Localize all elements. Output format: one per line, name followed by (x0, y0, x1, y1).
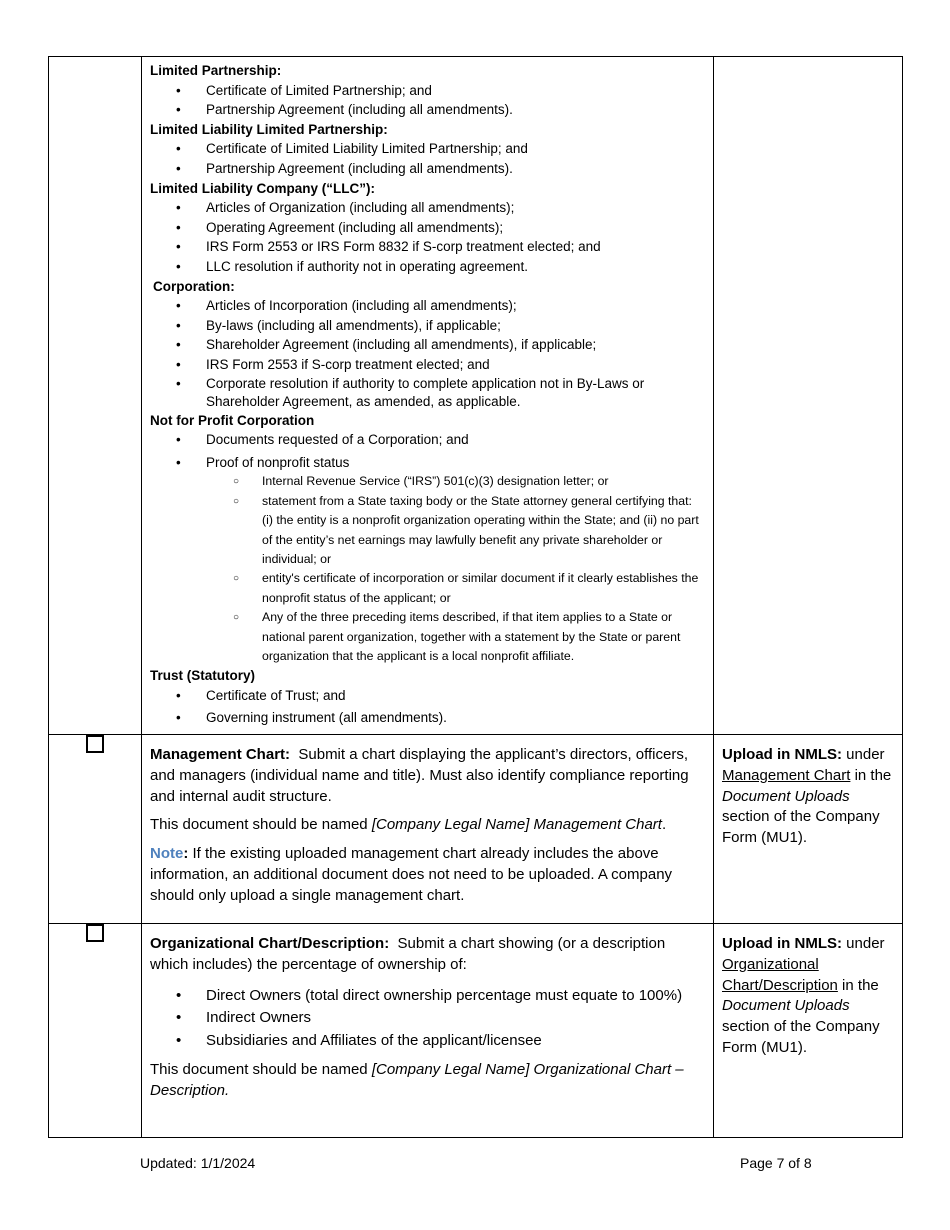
list-item: • Shareholder Agreement (including all amendments), if applicable; (150, 335, 705, 355)
org-chart-description (142, 924, 714, 1138)
sub-list-item: ○ statement from a State taxing body or the State attorney general certifying that: (i) the entity is a nonprofit organization operating within the State; and (ii) no part of the entity’s net earnings may lawfully benefit any private shareholder or individual; or (150, 492, 705, 570)
entity-heading: Trust (Statutory) (150, 668, 256, 684)
sub-list-item: ○ entity's certificate of incorporation or similar document if it clearly establishes the nonprofit status of the applicant; or (150, 569, 705, 608)
entity-heading: Corporation: (153, 278, 235, 294)
list-item: • Indirect Owners (150, 1008, 705, 1029)
requirements-table (48, 56, 903, 1138)
upload-label: Upload in NMLS: (722, 935, 842, 952)
upload-instructions (714, 924, 903, 1138)
list-item: • LLC resolution if authority not in operating agreement. (150, 257, 705, 277)
list-item: • Partnership Agreement (including all amendments). (150, 100, 705, 120)
upload-instructions (714, 735, 903, 924)
list-item: • IRS Form 2553 or IRS Form 8832 if S-corp treatment elected; and (150, 237, 705, 257)
org-chart-desc: Submit a chart showing (or a description which includes) the percentage of ownership of: (150, 935, 666, 973)
naming-prefix: This document should be named (150, 1060, 372, 1078)
list-item: • Governing instrument (all amendments). (150, 708, 705, 728)
list-item: • By-laws (including all amendments), if applicable; (150, 316, 705, 336)
note-text: If the existing uploaded management chart already includes the above information, an additional document does not need to be uploaded. A company should only upload a single management chart. (150, 845, 673, 904)
upload-link[interactable]: Organizational Chart/Description (722, 955, 838, 994)
upload-text: in the (850, 766, 892, 784)
naming-value: [Company Legal Name] Management Chart (371, 816, 662, 834)
entity-heading: Limited Partnership: (150, 63, 282, 78)
table-row (49, 924, 903, 1138)
upload-text: under (842, 746, 885, 763)
sub-list-item: ○ Any of the three preceding items described, if that item applies to a State or national parent organization, together with a statement by the State or parent organization that the applicant is a local nonprofit affiliate. (150, 608, 705, 666)
naming-instruction (150, 1060, 705, 1102)
sub-list-item: ○ Internal Revenue Service (“IRS”) 501(c)(3) designation letter; or (150, 472, 705, 491)
list-item: • Operating Agreement (including all amendments); (150, 218, 705, 238)
list-item: • Documents requested of a Corporation; and (150, 430, 705, 450)
table-row (49, 735, 903, 924)
entity-heading: Limited Liability Limited Partnership: (150, 121, 388, 137)
checkbox-cell (49, 735, 142, 924)
upload-section: Document Uploads (722, 997, 850, 1015)
org-chart-checkbox[interactable] (86, 924, 104, 942)
list-item: • Certificate of Limited Liability Limited Partnership; and (150, 139, 705, 159)
list-item: • Proof of nonprofit status (150, 453, 705, 473)
org-chart-paragraph (150, 934, 705, 976)
upload-text: in the (837, 976, 879, 994)
list-item: • Certificate of Trust; and (150, 686, 705, 706)
upload-text: section of the Company Form (MU1). (722, 808, 880, 847)
management-chart-paragraph (150, 745, 705, 807)
entity-documents-cell (142, 57, 714, 735)
checkbox-cell (49, 57, 142, 735)
footer-updated: Updated: 1/1/2024 (140, 1155, 256, 1171)
naming-instruction (150, 815, 705, 836)
list-item: • Corporate resolution if authority to complete application not in By-Laws or Shareholder Agreement, as amended, as applicable. (150, 375, 705, 411)
checkbox-cell (49, 924, 142, 1138)
list-item: • Partnership Agreement (including all amendments). (150, 159, 705, 179)
naming-suffix: . (661, 816, 667, 834)
naming-value: [Company Legal Name] Organizational Chart – Description. (150, 1060, 684, 1099)
entity-heading: Not for Profit Corporation (150, 412, 315, 428)
upload-section: Document Uploads (722, 787, 850, 805)
list-item: • Certificate of Limited Partnership; and (150, 81, 705, 101)
management-chart-checkbox[interactable] (86, 735, 104, 753)
management-chart-desc: Submit a chart displaying the applicant’s directors, officers, and managers (individual name and title). Must also identify compliance reporting and internal audit structure. (150, 746, 689, 805)
upload-text: under (842, 935, 885, 952)
upload-link[interactable]: Management Chart (722, 766, 851, 784)
entity-heading: Limited Liability Company (“LLC”): (150, 180, 375, 196)
upload-cell (714, 57, 903, 735)
footer-page-number: Page 7 of 8 (740, 1155, 812, 1171)
list-item: • Direct Owners (total direct ownership percentage must equate to 100%) (150, 986, 705, 1007)
org-chart-title: Organizational Chart/Description: (150, 935, 390, 952)
note-colon: : (183, 845, 189, 863)
upload-label: Upload in NMLS: (722, 746, 842, 763)
management-chart-title: Management Chart: (150, 746, 291, 763)
list-item: • Articles of Organization (including all amendments); (150, 198, 705, 218)
list-item: • IRS Form 2553 if S-corp treatment elected; and (150, 355, 705, 375)
note-label: Note (150, 845, 184, 863)
note-paragraph (150, 844, 705, 906)
management-chart-description (142, 735, 714, 924)
upload-text: section of the Company Form (MU1). (722, 1018, 880, 1056)
table-row (49, 57, 903, 735)
list-item: • Articles of Incorporation (including all amendments); (150, 296, 705, 316)
naming-prefix: This document should be named (150, 816, 372, 834)
list-item: • Subsidiaries and Affiliates of the applicant/licensee (150, 1031, 705, 1052)
